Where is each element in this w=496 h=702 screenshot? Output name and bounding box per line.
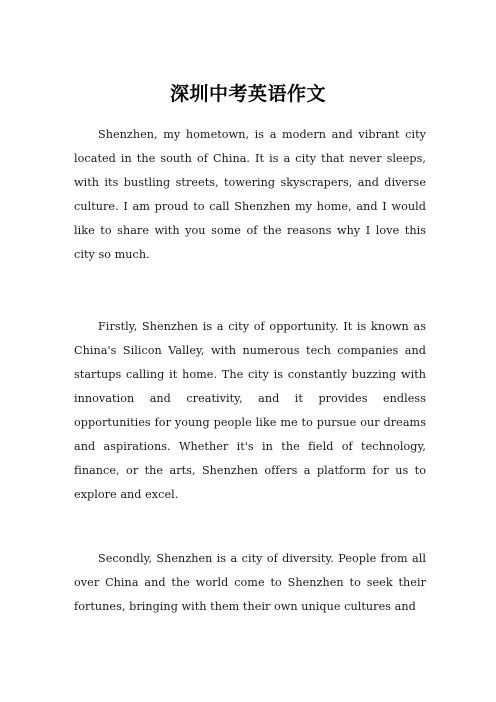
document-title: 深圳中考英语作文 [169,83,326,105]
paragraph-3: Secondly, Shenzhen is a city of diversity. People from all over China and the world come to Shenzhen to seek their fortunes, bringing with them their own unique cultures and [74,552,426,613]
paragraph-1: Shenzhen, my hometown, is a modern and vibrant city located in the south of China. It is a city that never sleeps, with its bustling streets, towering skyscrapers, and diverse culture. I am proud to call Shenzhen my home, and I would like to share with you some of the reasons why I love this city so much. [74,128,426,261]
paragraph-2: Firstly, Shenzhen is a city of opportunity. It is known as China's Silicon Valley, with numerous tech companies and startups calling it home. The city is constantly buzzing with innovation and creativity, and it provides endless opportunities for young people like me to pursue our dreams and aspirations. Whether it's in the field of technology, finance, or the arts, Shenzhen offers a platform for us to explore and excel. [74,320,426,501]
